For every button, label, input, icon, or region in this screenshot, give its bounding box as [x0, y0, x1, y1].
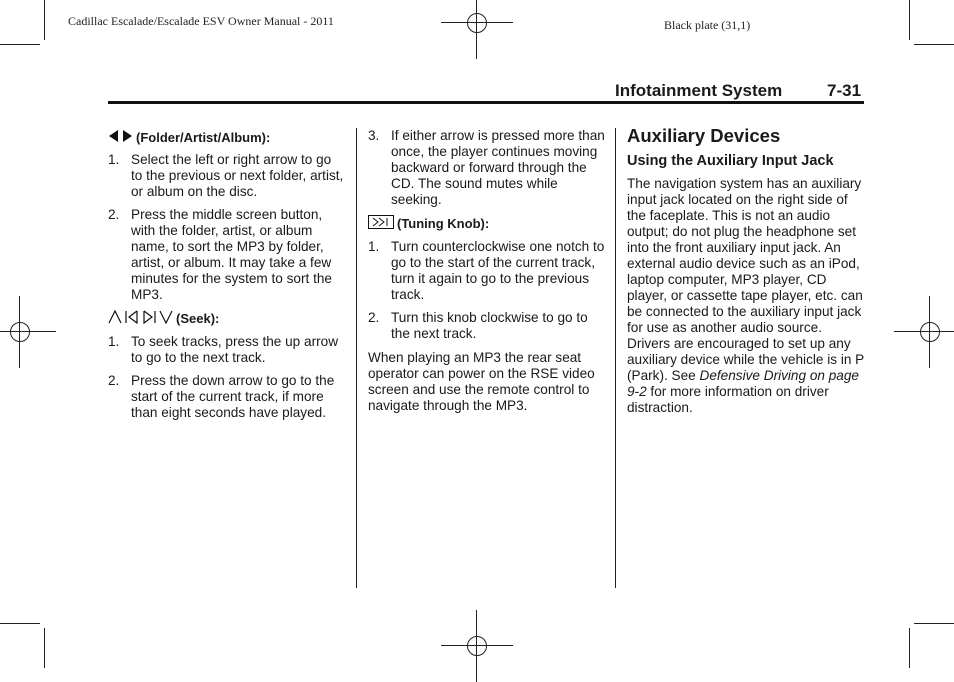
- list-number: 1.: [368, 239, 380, 254]
- list-number: 3.: [368, 128, 380, 143]
- crop-mark: [0, 623, 40, 624]
- list-item: [368, 128, 606, 208]
- right-arrow-icon: [122, 130, 133, 146]
- list-text: If either arrow is pressed more than once, the player continues moving backward or forward through the CD. The sound mutes while seeking.: [391, 128, 605, 207]
- list-text: Turn counterclockwise one notch to go to the start of the current track, turn it again to go to the previous track.: [391, 239, 605, 302]
- seek-label-row: [108, 310, 344, 328]
- column-divider: [356, 128, 357, 588]
- tuning-knob-icon: [368, 215, 394, 233]
- list-number: 2.: [108, 207, 120, 222]
- rse-paragraph: When playing an MP3 the rear seat operator can power on the RSE video screen and use the remote control to navigate through the MP3.: [368, 350, 595, 413]
- registration-mark: [441, 610, 513, 682]
- list-item: [108, 334, 344, 366]
- header-rule: [108, 101, 864, 104]
- list-item: [368, 310, 606, 342]
- list-item: [108, 373, 344, 421]
- list-text: To seek tracks, press the up arrow to go to the next track.: [131, 334, 339, 365]
- column-divider: [615, 128, 616, 588]
- list-number: 2.: [368, 310, 380, 325]
- list-item: [108, 207, 344, 303]
- list-number: 1.: [108, 334, 120, 349]
- crop-mark: [909, 628, 910, 668]
- list-item: [368, 239, 606, 303]
- manual-title: Cadillac Escalade/Escalade ESV Owner Manual - 2011: [68, 14, 334, 28]
- section-title: Infotainment System: [615, 81, 783, 100]
- seek-back-icon: [125, 310, 139, 328]
- left-arrow-icon: [108, 130, 119, 146]
- registration-mark: [441, 0, 513, 59]
- seek-label: (Seek):: [176, 311, 220, 326]
- crop-mark: [914, 623, 954, 624]
- tuning-label-row: [368, 215, 606, 233]
- down-arrow-icon: [159, 310, 173, 328]
- plate-label: Black plate (31,1): [664, 18, 751, 32]
- crop-mark: [44, 0, 45, 40]
- auxiliary-subheading: Using the Auxiliary Input Jack: [627, 153, 834, 169]
- up-arrow-icon: [108, 310, 122, 328]
- tuning-label: (Tuning Knob):: [397, 216, 490, 231]
- list-text: Press the down arrow to go to the start of the current track, if more than eight seconds have played.: [131, 373, 335, 420]
- crop-mark: [0, 44, 40, 45]
- list-text: Press the middle screen button, with the folder, artist, or album name, to sort the MP3 by folder, artist, or album. It may take a few minutes for the system to sort the MP3.: [131, 207, 332, 302]
- crop-mark: [909, 0, 910, 40]
- list-item: [108, 152, 344, 200]
- crop-mark: [44, 628, 45, 668]
- crop-mark: [914, 44, 954, 45]
- list-number: 1.: [108, 152, 120, 167]
- cross-reference-link[interactable]: Defensive Driving on page 9-2: [627, 368, 859, 399]
- registration-mark: [894, 296, 954, 368]
- column-3: [627, 125, 867, 416]
- registration-mark: [0, 296, 56, 368]
- column-1: [108, 130, 344, 428]
- aux-paragraph-2: [627, 336, 867, 416]
- folder-label: (Folder/Artist/Album):: [136, 130, 271, 145]
- list-number: 2.: [108, 373, 120, 388]
- aux-paragraph-1: The navigation system has an auxiliary input jack located on the right side of the faceplate. This is not an audio output; do not plug the headphone set into the front auxiliary input jack. An external audio device such as an iPod, laptop computer, MP3 player, CD player, or cassette tape player, etc. can be connected to the auxiliary input jack for use as another audio source.: [627, 176, 863, 335]
- page-number: 7-31: [827, 81, 862, 100]
- auxiliary-heading: Auxiliary Devices: [627, 125, 781, 146]
- folder-label-row: [108, 130, 344, 146]
- column-2: [368, 128, 606, 414]
- seek-forward-icon: [142, 310, 156, 328]
- list-text: Select the left or right arrow to go to the previous or next folder, artist, or album on the disc.: [131, 152, 344, 199]
- paragraph-text: for more information on driver distraction.: [627, 384, 829, 415]
- paragraph-text: Drivers are encouraged to set up any auxiliary device while the vehicle is in P (Park). See: [627, 336, 865, 383]
- list-text: Turn this knob clockwise to go to the next track.: [391, 310, 588, 341]
